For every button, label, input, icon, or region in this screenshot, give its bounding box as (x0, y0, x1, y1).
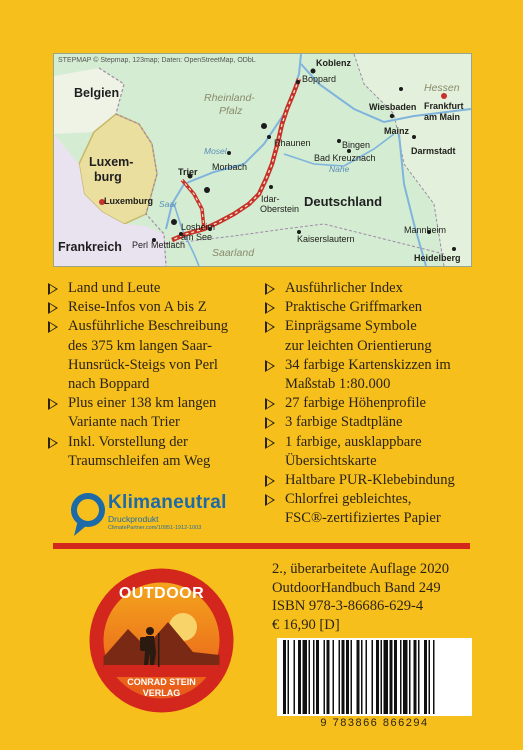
list-item-continued: FSC®-zertifiziertes Papier (285, 510, 441, 527)
price-line: € 16,90 [D] (272, 617, 340, 634)
city-oberstein: Oberstein (260, 204, 300, 214)
barcode-bar (294, 640, 296, 714)
barcode-bar (283, 640, 286, 714)
city-wiesbaden: Wiesbaden (369, 102, 417, 112)
list-item: 1 farbige, ausklappbare (265, 433, 500, 452)
feature-list-left (48, 279, 258, 471)
city-am-see: am See (181, 232, 213, 242)
triangle-bullet-icon (265, 398, 275, 410)
barcode-bar (309, 640, 311, 714)
city-losheim: Losheim (181, 222, 216, 232)
barcode-bar (288, 640, 290, 714)
city-mannheim: Mannheim (404, 225, 447, 235)
label-mosel: Mosel (204, 146, 227, 156)
barcode-bar (324, 640, 326, 714)
barcode-bar (357, 640, 360, 714)
list-item-continued: Variante nach Trier (68, 414, 180, 431)
triangle-bullet-icon (48, 321, 58, 333)
barcode-bar (384, 640, 389, 714)
label-hessen: Hessen (424, 82, 460, 94)
triangle-bullet-icon (265, 321, 275, 333)
barcode-bar (351, 640, 353, 714)
barcode-bar (381, 640, 383, 714)
city-koblenz: Koblenz (316, 58, 351, 68)
list-item: Ausführlicher Index (265, 279, 500, 298)
barcode-bar (316, 640, 319, 714)
barcode-bar (333, 640, 335, 714)
barcode-bar (327, 640, 330, 714)
edition-info (272, 560, 449, 635)
barcode-bar (400, 640, 402, 714)
barcode-bar (414, 640, 417, 714)
triangle-bullet-icon (48, 437, 58, 449)
barcode-bar (409, 640, 411, 714)
triangle-bullet-icon (265, 283, 275, 295)
overview-map (53, 53, 472, 267)
city-heidelberg: Heidelberg (414, 253, 461, 263)
list-item-continued: des 375 km langen Saar- (68, 337, 212, 354)
barcode-bar (313, 640, 315, 714)
list-item-continued: Maßstab 1:80.000 (285, 376, 391, 393)
label-luxemburg-2: burg (94, 170, 122, 184)
city-trier: Trier (178, 167, 198, 177)
barcode-bar (390, 640, 393, 714)
list-item: Land und Leute (48, 279, 258, 298)
city-luxemburg: Luxemburg (104, 196, 154, 206)
barcode-bar (433, 640, 435, 714)
triangle-bullet-icon (265, 437, 275, 449)
label-nahe: Nahe (329, 164, 350, 174)
barcode-bar (418, 640, 420, 714)
badge-line-2: VERLAG (142, 688, 181, 698)
badge-line-1: CONRAD STEIN (127, 677, 196, 687)
divider-line (53, 543, 470, 549)
city-idar: Idar- (261, 194, 280, 204)
feature-list-right (265, 279, 500, 529)
barcode-bar (346, 640, 349, 714)
list-item: Haltbare PUR-Klebebindung (265, 471, 500, 490)
barcode-bar (372, 640, 374, 714)
list-item: 27 farbige Höhenprofile (265, 394, 500, 413)
city-mainz: Mainz (384, 126, 410, 136)
city-rhaunen: Rhaunen (274, 138, 311, 148)
edition-line: 2., überarbeitete Auflage 2020 (272, 561, 450, 577)
triangle-bullet-icon (265, 417, 275, 429)
barcode-bar (429, 640, 431, 714)
triangle-bullet-icon (48, 302, 58, 314)
list-item-continued: Hunsrück-Steigs von Perl (68, 356, 218, 373)
isbn-line: ISBN 978-3-86686-629-4 (272, 598, 424, 615)
list-item: Reise-Infos von A bis Z (48, 298, 258, 317)
barcode-bar (339, 640, 341, 714)
list-item: Praktische Griffmarken (265, 298, 500, 317)
barcode-bar (376, 640, 379, 714)
label-saarland: Saarland (212, 247, 255, 259)
triangle-bullet-icon (265, 360, 275, 372)
label-deutschland: Deutschland (304, 194, 383, 209)
label-belgien: Belgien (74, 86, 120, 100)
barcode-bar (403, 640, 408, 714)
city-frankfurt: Frankfurt (424, 101, 464, 111)
barcode (277, 638, 472, 716)
city-frankfurt-2: am Main (424, 112, 461, 122)
list-item-continued: nach Boppard (68, 376, 150, 393)
barcode-bar (342, 640, 345, 714)
triangle-bullet-icon (265, 494, 275, 506)
label-luxemburg-1: Luxem- (89, 155, 134, 169)
label-saar: Saar (159, 199, 177, 209)
barcode-bar (298, 640, 301, 714)
city-boppard: Boppard (302, 74, 337, 84)
publisher-badge (88, 567, 235, 714)
city-mettlach: Mettlach (151, 240, 186, 250)
series-line: OutdoorHandbuch Band 249 (272, 579, 441, 596)
klima-url: ClimatePartner.com/10951-1912-1003 (108, 525, 202, 531)
map-attribution: STEPMAP © Stepmap, 123map; Daten: OpenStreetMap, ODbL (58, 57, 256, 64)
city-bad-kreuznach: Bad Kreuznach (314, 153, 376, 163)
barcode-number: 9 783866 866294 (320, 717, 429, 729)
barcode-bar (394, 640, 397, 714)
klima-title: Klimaneutral (108, 492, 227, 513)
list-item-continued: zur leichten Orientierung (285, 337, 432, 354)
barcode-bar (361, 640, 363, 714)
list-item: Chlorfrei gebleichtes, (265, 490, 500, 509)
label-pfalz: Pfalz (219, 105, 243, 117)
climate-neutral-logo (70, 492, 255, 538)
list-item: Ausführliche Beschreibung (48, 317, 258, 336)
city-kaiserslautern: Kaiserslautern (297, 234, 355, 244)
label-rheinland: Rheinland- (204, 92, 255, 104)
triangle-bullet-icon (265, 475, 275, 487)
label-frankreich: Frankreich (58, 240, 122, 254)
list-item: Einprägsame Symbole (265, 317, 500, 336)
list-item: Plus einer 138 km langen (48, 394, 258, 413)
triangle-bullet-icon (265, 302, 275, 314)
list-item: 3 farbige Stadtpläne (265, 413, 500, 432)
list-item-continued: Traumschleifen am Weg (68, 452, 211, 469)
list-item: 34 farbige Kartenskizzen im (265, 356, 500, 375)
badge-title: OUTDOOR (118, 585, 205, 602)
barcode-bar (303, 640, 308, 714)
barcode-bar (366, 640, 368, 714)
list-item: Inkl. Vorstellung der (48, 433, 258, 452)
city-morbach: Morbach (212, 162, 248, 172)
list-item-continued: Übersichtskarte (285, 452, 377, 469)
triangle-bullet-icon (48, 398, 58, 410)
city-darmstadt: Darmstadt (411, 146, 456, 156)
climate-partner-icon (70, 492, 106, 538)
barcode-bar (424, 640, 427, 714)
triangle-bullet-icon (48, 283, 58, 295)
city-bingen: Bingen (342, 140, 371, 150)
klima-subtitle: Druckprodukt (108, 514, 159, 524)
city-perl: Perl (132, 240, 149, 250)
